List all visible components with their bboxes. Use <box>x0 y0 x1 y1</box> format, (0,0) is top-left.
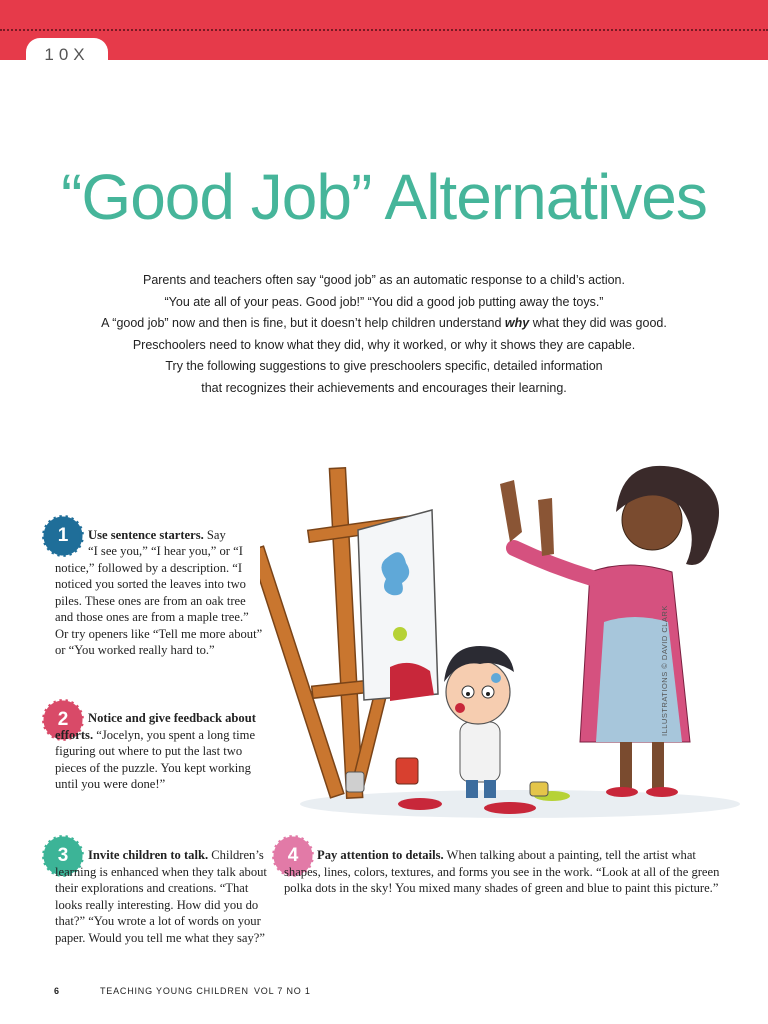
page-title: “Good Job” Alternatives <box>61 161 707 233</box>
teacher <box>500 466 719 797</box>
intro-line: Preschoolers need to know what they did, why it worked, or why it shows they are capable. <box>132 337 636 352</box>
canvas <box>358 510 438 701</box>
painting-illustration <box>260 432 768 830</box>
top-banner <box>0 0 768 60</box>
intro-line: A “good job” now and then is fine, but it doesn’t help children understand why what they did was good. <box>101 316 667 330</box>
tip-body-lead: Say <box>203 528 226 542</box>
tip-body: “Jocelyn, you spent a long time figuring out where to put the last two pieces of the puzzle. You kept working until you were done!” <box>55 727 256 791</box>
section-tab: 10X <box>26 38 108 70</box>
tip-heading: Invite children to talk. <box>88 848 209 862</box>
intro-line: Parents and teachers often say “good job” as an automatic response to a child’s action. <box>142 273 625 287</box>
badge-number: 2 <box>57 709 69 730</box>
tip-3 <box>55 847 267 946</box>
tip-heading: Pay attention to details. <box>317 848 444 862</box>
dotted-line <box>0 29 768 31</box>
intro-paragraph <box>60 270 708 399</box>
intro-line: “You ate all of your peas. Good job!” “You did a good job putting away the toys.” <box>164 294 604 309</box>
volume-issue: VOL 7 NO 1 <box>254 986 311 996</box>
badge-number: 1 <box>57 525 69 546</box>
emphasis-why: why <box>504 316 530 330</box>
page-number: 6 <box>54 986 60 996</box>
child <box>444 646 514 798</box>
magazine-name: TEACHING YOUNG CHILDREN <box>100 986 249 996</box>
tip-body: Children’s learning is enhanced when they talk about their explorations and creations. “That looks really interesting. How did you do that?” “You wrote a lot of words on your paper. Would you tell me what they say?” <box>55 848 267 945</box>
intro-line: that recognizes their achievements and encourages their learning. <box>201 380 567 395</box>
tip-heading: Notice and give feedback about efforts. <box>55 711 256 742</box>
illustration-credit: ILLUSTRATIONS © DAVID CLARK <box>660 605 669 736</box>
badge-number: 3 <box>57 845 69 866</box>
tip-heading: Use sentence starters. <box>88 528 204 542</box>
badge-number: 4 <box>287 845 299 866</box>
tip-body: When talking about a painting, tell the artist what shapes, lines, colors, textures, and forms you see in the work. “Look at all of the green polka dots in the sky! You mixed many shades of green and blue to paint this picture.” <box>284 848 720 895</box>
tip-1-lead <box>88 527 264 544</box>
tip-2 <box>55 710 267 793</box>
intro-line: Try the following suggestions to give preschoolers specific, detailed information <box>165 359 603 373</box>
tip-1-body: “I see you,” “I hear you,” or “I notice,” followed by a description. “I noticed you sorted the leaves into two piles. These ones are from an oak tree and those ones are from a maple tree.” Or try openers like “Tell me more about” or “You worked really hard to.” <box>55 544 263 657</box>
tip-4 <box>284 847 724 897</box>
